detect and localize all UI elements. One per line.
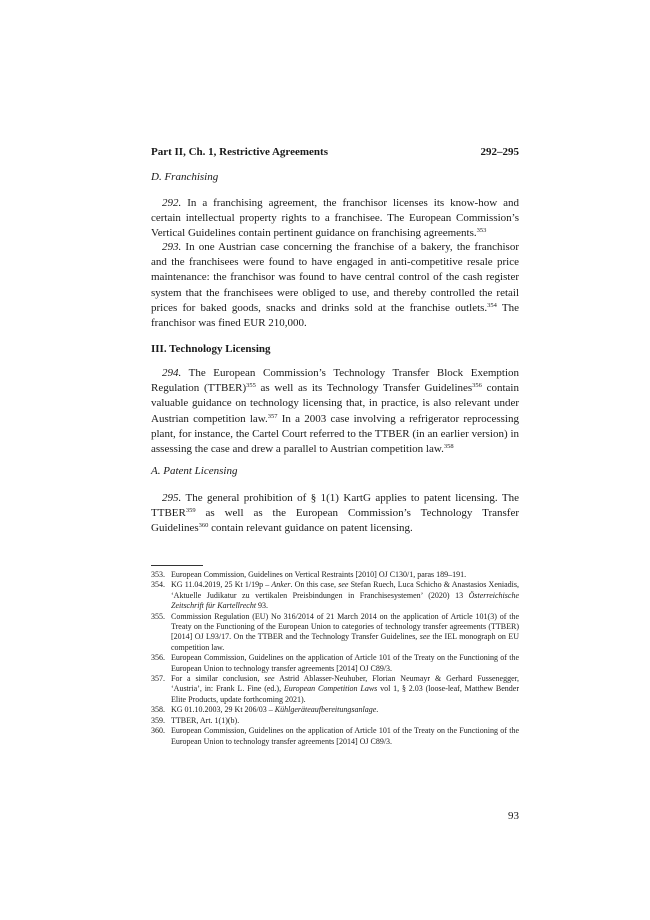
footnote-ref[interactable]: 360 [198,522,209,530]
paragraph-number: 294. [162,367,182,379]
footnote-text-part: Astrid Ablasser-Neuhuber, Florian Neumayr & Gerhard Fussenegger, ‘Austria’, in: Frank L. Fine (ed.), [171,674,520,694]
footnote-text-part: TTBER, Art. 1(1)(b). [171,715,240,725]
footnote-number: 355. [151,611,165,621]
footnote-text-italic: see [264,674,275,684]
footnote-358 [151,705,519,715]
footnote-ref[interactable]: 355 [246,382,256,390]
section-heading-franchising: D. Franchising [151,171,219,183]
footnote-357 [151,674,519,705]
footnote-355 [151,612,519,654]
footnote-353 [151,570,519,580]
footnote-number: 353. [151,570,165,579]
footnote-359 [151,716,519,726]
paragraph-number: 293. [162,241,182,253]
footnote-text [171,674,519,705]
footnote-number: 357. [151,674,165,684]
paragraph-text: The franchisor was fined EUR 210,000. [151,301,520,330]
paragraph-text: The general prohibition of § 1(1) KartG applies to patent licensing. The TTBER [151,492,519,520]
footnote-ref[interactable]: 356 [472,382,482,390]
footnote-text-italic: see [338,580,349,590]
footnote-ref[interactable]: 359 [185,507,196,515]
paragraph-295 [151,491,519,537]
footnote-number: 359. [151,715,165,725]
footnote-360 [151,726,519,747]
footnotes [151,570,519,747]
footnote-text-part: . [376,705,379,715]
page-number: 93 [508,810,519,822]
footnote-separator [151,565,203,566]
footnote-text-part: European Commission, Guidelines on the application of Article 101 of the Treaty on the Functioning of the European Union to technology transfer agreements [2014] OJ C89/3. [171,726,519,746]
footnote-ref[interactable]: 354 [487,301,497,309]
footnote-ref[interactable]: 357 [267,412,278,420]
footnote-text [171,653,519,674]
footnote-text-part: KG 11.04.2019, 25 Kt 1/19p – [171,580,272,590]
section-heading-patent-licensing: A. Patent Licensing [151,465,238,477]
paragraph-text: as well as the European Commission’s Technology Transfer Guidelines [151,507,519,535]
footnote-text [171,716,519,726]
footnote-354 [151,580,519,611]
footnote-text-italic: European Competition Laws [283,684,378,694]
paragraph-text: In one Austrian case concerning the franchise of a bakery, the franchisor and the franchisees were found to have engaged in anti-competitive resale price maintenance: the franchisor was found to have central control of the cash register system that the franchisees were obliged to use, and thereby controlled the retail prices for baked goods, snacks and drinks sold at the franchise outlets. [151,241,519,314]
footnote-text [171,612,519,654]
paragraph-text: contain relevant guidance on patent licensing. [208,522,413,535]
footnote-text-part: . On this case, [290,580,339,590]
footnote-text-part: vol 1, § 2.03 (loose-leaf, Matthew Bender Elite Products, update forthcoming 2021). [171,684,519,704]
footnote-number: 360. [151,726,165,736]
footnote-356 [151,653,519,674]
paragraph-292 [151,196,519,242]
paragraph-293 [151,240,519,331]
footnote-number: 356. [151,653,165,663]
footnote-text-part: the IEL monograph on EU competition law. [171,632,519,652]
footnote-text [171,580,519,611]
footnote-number: 354. [151,580,165,590]
footnote-text-italic: Anker [271,580,291,590]
paragraph-text: as well as its Technology Transfer Guidelines [255,382,473,395]
footnote-text-part: For a similar conclusion, [171,674,265,684]
running-header-title: Part II, Ch. 1, Restrictive Agreements [151,146,328,158]
section-heading-technology-licensing: III. Technology Licensing [151,343,271,355]
footnote-text-part: European Commission, Guidelines on the application of Article 101 of the Treaty on the Functioning of the European Union to technology transfer agreements [2014] OJ C89/3. [171,653,519,673]
paragraph-text: The European Commission’s Technology Transfer Block Exemption Regulation (TTBER) [151,367,519,395]
footnote-text-part: European Commission, Guidelines on Vertical Restraints [2010] OJ C130/1, paras 189–191. [171,570,467,579]
running-header-paragraph-range: 292–295 [480,146,519,158]
paragraph-294 [151,366,519,457]
footnote-text [171,726,519,747]
paragraph-text: In a 2003 case involving a refrigerator reprocessing plant, for instance, the Cartel Court referred to the TTBER (in an earlier version) in assessing the case and drew a parallel to Austrian competition law. [151,412,519,456]
paragraph-text: In a franchising agreement, the franchisor licenses its know-how and certain intellectual property rights to a franchisee. The European Commission’s Vertical Guidelines contain pertinent guidance on franchising agreements. [151,197,519,240]
footnote-text-part: 93. [256,601,269,611]
footnote-text-part: Commission Regulation (EU) No 316/2014 of 21 March 2014 on the application of Article 101(3) of the Treaty on the Functioning of the European Union to categories of technology transfer agreements (TTBER) [2014] OJ L93/17. On the TTBER and the Technology Transfer Guidelines, [171,611,519,642]
footnote-text [171,705,519,715]
footnote-ref[interactable]: 353 [476,227,487,235]
footnote-text-italic: Kühlgeräteaufbereitungsanlage [274,705,377,715]
paragraph-number: 292. [162,197,182,209]
footnote-ref[interactable]: 358 [443,443,454,451]
footnote-text-part: Stefan Ruech, Luca Schicho & Anastasios Xeniadis, ‘Aktuelle Judikatur zu vertikalen Preisbindungen in Franchisesystemen’ (2020) 13 [171,580,519,600]
footnote-number: 358. [151,705,165,715]
paragraph-text: contain valuable guidance on technology licensing that, in practice, is also relevant under Austrian competition law. [151,382,519,425]
paragraph-number: 295. [162,492,182,504]
footnote-text [171,570,519,580]
footnote-text-italic: Österreichische Zeitschrift für Kartellrecht [171,590,519,611]
footnote-text-italic: see [419,632,430,642]
footnote-text-part: KG 01.10.2003, 29 Kt 206/03 – [171,705,275,715]
